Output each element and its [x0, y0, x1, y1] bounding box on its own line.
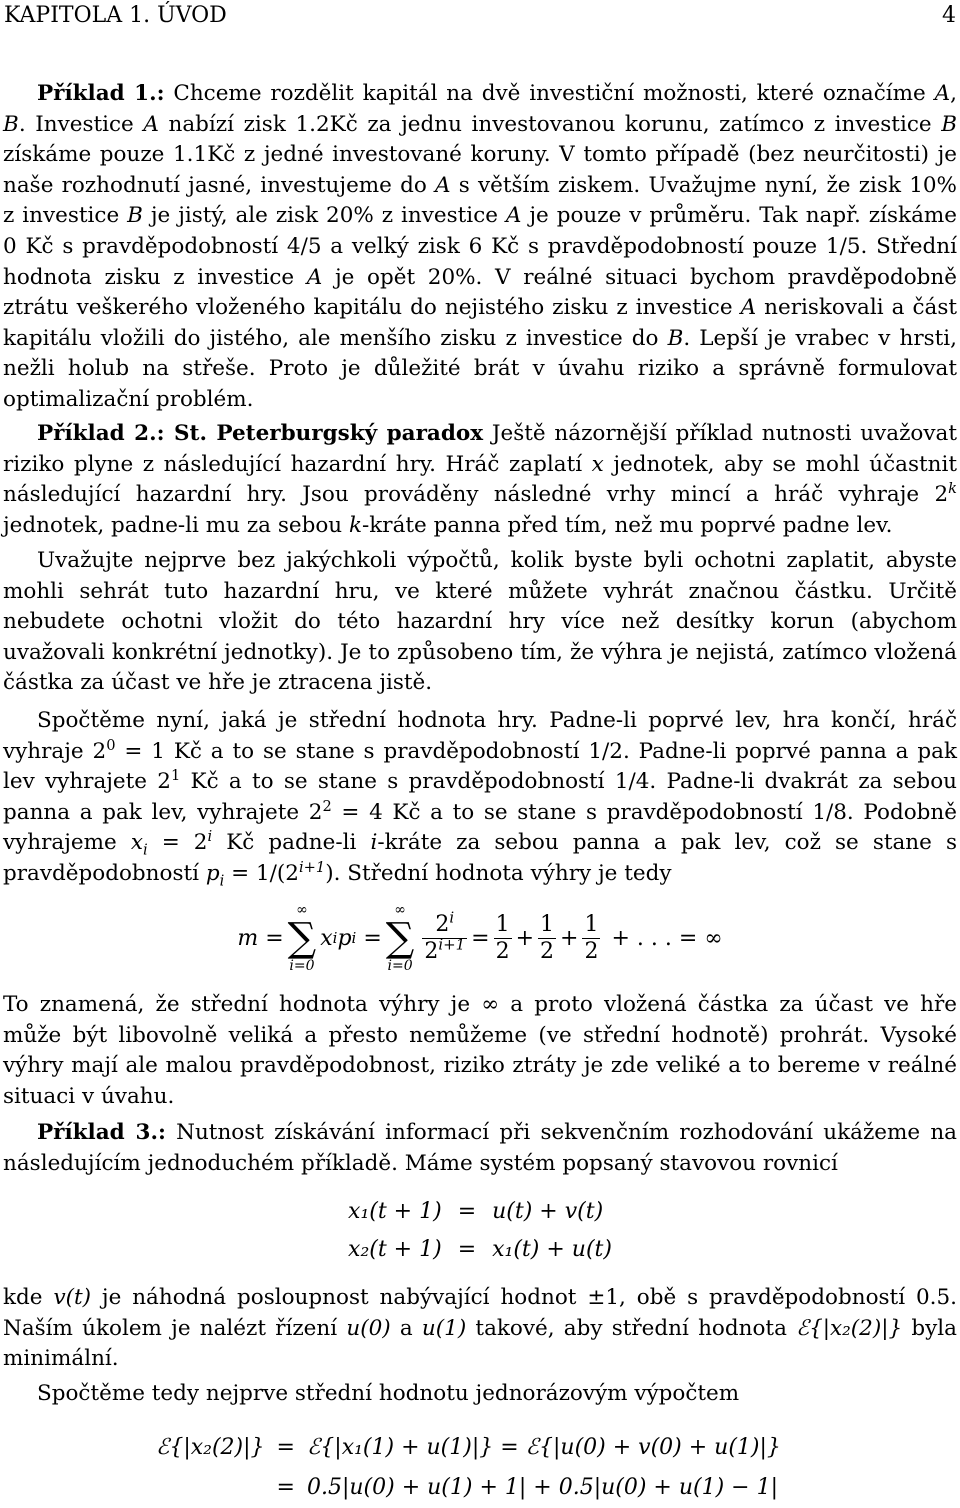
fraction-2i: $\frac{2^i}{2^{i+1}}$	[424, 908, 466, 964]
fraction-half-1: $\frac{1}{2}$	[495, 911, 510, 964]
example-2-paragraph-3: Spočtěme nyní, jaká je střední hodnota hry. Padne-li poprvé lev, hra končí, hráč vyhraje $2^0 = 1$ Kč a to se stane s pravděpodobností 1/2. Padne-li poprvé panna a pak lev vyhrajete $2^1$ Kč a to se stane s pravděpodobností 1/4. Padne-li dvakrát za sebou panna a pak lev, vyhrajete $2^2 = 4$ Kč a to se stane s pravděpodobností 1/8. Podobně vyhrajeme $x_i = 2^i$ Kč padne-li i-kráte za sebou panna a pak lev, což se stane s pravděpodobností $p_i = 1/(2^{i+1})$. Střední hodnota výhry je tedy	[3, 708, 957, 890]
example-1-label: Příklad 1.:	[37, 81, 165, 106]
expectation-computation: ℰ{|x₂(2)|} = ℰ{|x₁(1) + u(1)|} = ℰ{|u(0) + v(0) + u(1)|} = 0.5|u(0) + u(1) + 1| + 0.5|u(0) + u(1) − 1|	[156, 1435, 781, 1500]
chapter-title: KAPITOLA 1. ÚVOD	[4, 3, 227, 28]
example-3-paragraph: Příklad 3.: Nutnost získávání informací při sekvenčním rozhodování ukážeme na následujícím jednoduchém příkladě. Máme systém popsaný stavovou rovnicí	[3, 1120, 957, 1176]
fraction-half-3: $\frac{1}{2}$	[584, 911, 599, 964]
example-2-paragraph-2: Uvažujte nejprve bez jakýchkoli výpočtů, kolik byste byli ochotni zaplatit, abyste mohli sehrát tuto hazardní hru, ve které můžete vyhrát značnou částku. Určitě nebudete ochotni vložit do této hazardní hry více než desítky korun (abychom uvažovali konkrétní jednotky). Je to způsobeno tím, že výhra je nejistá, zatímco vložená částka za účast ve hře je ztracena jistě.	[3, 548, 957, 696]
sum-symbol: ∞ ∑ i=0	[287, 902, 317, 974]
sum-symbol-2: ∞ ∑ i=0	[385, 902, 415, 974]
example-3-paragraph-2: kde v(t) je náhodná posloupnost nabývající hodnot ±1, obě s pravděpodobností 0.5. Naším úkolem je nalézt řízení u(0) a u(1) takové, aby střední hodnota ℰ{|x₂(2)|} byla minimální.	[3, 1285, 958, 1372]
example-2-paragraph: Příklad 2.: St. Peterburgský paradox Ještě názornější příklad nutnosti uvažovat riziko plyne z následující hazardní hry. Hráč zaplatí x jednotek, aby se mohl účastnit následující hazardní hry. Jsou prováděny následné vrhy mincí a hráč vyhraje 2$^k$ jednotek, padne-li mu za sebou k-kráte panna před tím, než mu poprvé padne lev.	[3, 421, 957, 538]
example-2-paragraph-4: To znamená, že střední hodnota výhry je ∞ a proto vložená částka za účast ve hře může být libovolně veliká a přesto nemůžeme (ve střední hodnotě) prohrát. Vysoké výhry mají ale malou pravděpodobnost, riziko ztráty je zde veliké a to bereme v reálné situaci v úvahu.	[3, 992, 957, 1109]
running-header	[4, 2, 956, 30]
example-1-paragraph: Příklad 1.: Chceme rozdělit kapitál na dvě investiční možnosti, které označíme A, B. Investice A nabízí zisk 1.2Kč za jednu investovanou korunu, zatímco z investice B získáme pouze 1.1Kč z jedné investované koruny. V tomto případě (bez neurčitosti) je naše rozhodnutí jasné, investujeme do A s větším ziskem. Uvažujme nyní, že zisk 10% z investice B je jistý, ale zisk 20% z investice A je pouze v průměru. Tak např. získáme 0 Kč s pravděpodobností 4/5 a velký zisk 6 Kč s pravděpodobností pouze 1/5. Střední hodnota zisku z investice A je opět 20%. V reálné situaci bychom pravděpodobně ztrátu veškerého vloženého kapitálu do nejistého zisku z investice A neriskovali a část kapitálu vložili do jistého, ale menšího zisku z investice do B. Lepší je vrabec v hrsti, nežli holub na střeše. Proto je důležité brát v úvahu riziko a správně formulovat optimalizační problém.	[3, 81, 958, 412]
example-2-label: Příklad 2.: St. Peterburgský paradox	[37, 421, 484, 446]
page-number: 4	[942, 3, 956, 28]
fraction-half-2: $\frac{1}{2}$	[540, 911, 555, 964]
state-equations: x₁(t + 1) = u(t) + v(t) x₂(t + 1) = x₁(t) + u(t)	[348, 1199, 612, 1262]
example-3-paragraph-3: Spočtěme tedy nejprve střední hodnotu jednorázovým výpočtem	[37, 1381, 740, 1406]
example-3-label: Příklad 3.:	[37, 1120, 166, 1145]
expected-value-equation: m = ∞ ∑ i=0 x i p i = ∞ ∑ i=0 $\frac{2^i}{2^{i+1}}$ = $\frac{1}{2}$ + $\frac{1}{2}$ + $\frac{1}{2}$ + . . . = ∞	[237, 902, 723, 974]
